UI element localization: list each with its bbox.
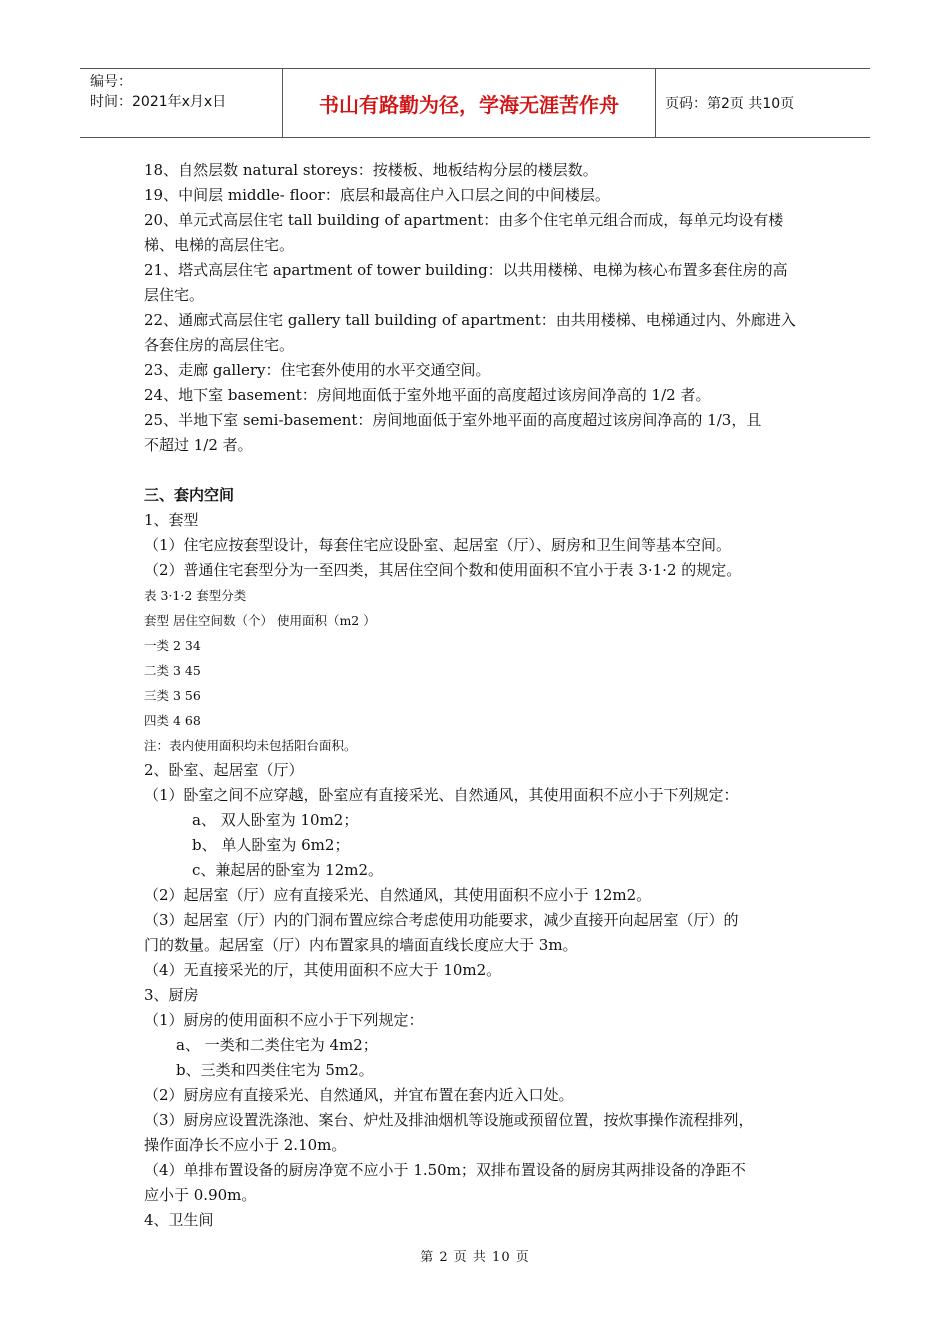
page-footer: 第 2 页 共 10 页 — [420, 1250, 530, 1265]
text-line: 25、半地下室 semi-basement：房间地面低于室外地平面的高度超过该房间净高的 1/3，且 — [144, 411, 762, 429]
table-header-row: 套型 居住空间数（个） 使用面积（m2 ） — [144, 613, 376, 628]
list-item: a、 双人卧室为 10m2； — [192, 811, 359, 829]
text-line: （1）厨房的使用面积不应小于下列规定： — [144, 1011, 424, 1029]
table-note: 注：表内使用面积均未包括阳台面积。 — [144, 738, 357, 753]
table-row: 四类 4 68 — [144, 713, 201, 728]
text-line: 各套住房的高层住宅。 — [144, 336, 295, 354]
table-caption: 表 3·1·2 套型分类 — [144, 588, 247, 603]
subsection-heading: 1、套型 — [144, 511, 199, 529]
subsection-heading: 3、厨房 — [144, 986, 199, 1004]
time-label: 时间：2021年x月x日 — [90, 94, 227, 110]
text-line: （2）普通住宅套型分为一至四类，其居住空间个数和使用面积不宜小于表 3·1·2 的规定。 — [144, 561, 742, 579]
table-row: 二类 3 45 — [144, 663, 201, 678]
subsection-heading: 2、卧室、起居室（厅） — [144, 761, 304, 779]
text-line: 门的数量。起居室（厅）内布置家具的墙面直线长度应大于 3m。 — [144, 936, 578, 954]
text-line: （1）住宅应按套型设计，每套住宅应设卧室、起居室（厅）、厨房和卫生间等基本空间。 — [144, 536, 732, 554]
header-left-cell — [80, 69, 282, 137]
text-line: 18、自然层数 natural storeys：按楼板、地板结构分层的楼层数。 — [144, 161, 598, 179]
subsection-heading: 4、卫生间 — [144, 1211, 214, 1229]
text-line: 24、地下室 basement：房间地面低于室外地平面的高度超过该房间净高的 1/2 者。 — [144, 386, 711, 404]
number-label: 编号： — [90, 74, 132, 90]
header-motto: 书山有路勤为径，学海无涯苦作舟 — [282, 69, 656, 137]
list-item: b、 单人卧室为 6m2； — [192, 836, 350, 854]
text-line: （2）起居室（厅）应有直接采光、自然通风，其使用面积不应小于 12m2。 — [144, 886, 652, 904]
text-line: （3）厨房应设置洗涤池、案台、炉灶及排油烟机等设施或预留位置，按炊事操作流程排列， — [144, 1111, 754, 1129]
page-header — [80, 68, 870, 138]
text-line: 梯、电梯的高层住宅。 — [144, 236, 295, 254]
header-page-info: 页码：第2页 共10页 — [665, 96, 795, 112]
list-item: b、三类和四类住宅为 5m2。 — [176, 1061, 374, 1079]
text-line: （3）起居室（厅）内的门洞布置应综合考虑使用功能要求，减少直接开向起居室（厅）的 — [144, 911, 739, 929]
text-line: 操作面净长不应小于 2.10m。 — [144, 1136, 347, 1154]
table-row: 一类 2 34 — [144, 638, 201, 653]
text-line: （1）卧室之间不应穿越，卧室应有直接采光、自然通风，其使用面积不应小于下列规定： — [144, 786, 739, 804]
text-line: 应小于 0.90m。 — [144, 1186, 257, 1204]
text-line: 19、中间层 middle- floor：底层和最高住户入口层之间的中间楼层。 — [144, 186, 610, 204]
list-item: c、兼起居的卧室为 12m2。 — [192, 861, 384, 879]
text-line: 23、走廊 gallery：住宅套外使用的水平交通空间。 — [144, 361, 491, 379]
text-line: 20、单元式高层住宅 tall building of apartment：由多个住宅单元组合而成，每单元均设有楼 — [144, 211, 784, 229]
blank-line — [144, 458, 814, 483]
text-line: 不超过 1/2 者。 — [144, 436, 253, 454]
text-line: 层住宅。 — [144, 286, 205, 304]
list-item: a、 一类和二类住宅为 4m2； — [176, 1036, 378, 1054]
document-body — [144, 158, 814, 1233]
text-line: （4）单排布置设备的厨房净宽不应小于 1.50m；双排布置设备的厨房其两排设备的净距不 — [144, 1161, 746, 1179]
text-line: 21、塔式高层住宅 apartment of tower building：以共用楼梯、电梯为核心布置多套住房的高 — [144, 261, 788, 279]
text-line: （4）无直接采光的厅，其使用面积不应大于 10m2。 — [144, 961, 502, 979]
text-line: 22、通廊式高层住宅 gallery tall building of apartment：由共用楼梯、电梯通过内、外廊进入 — [144, 311, 796, 329]
text-line: （2）厨房应有直接采光、自然通风，并宜布置在套内近入口处。 — [144, 1086, 574, 1104]
section-heading: 三、套内空间 — [144, 486, 235, 504]
table-row: 三类 3 56 — [144, 688, 201, 703]
